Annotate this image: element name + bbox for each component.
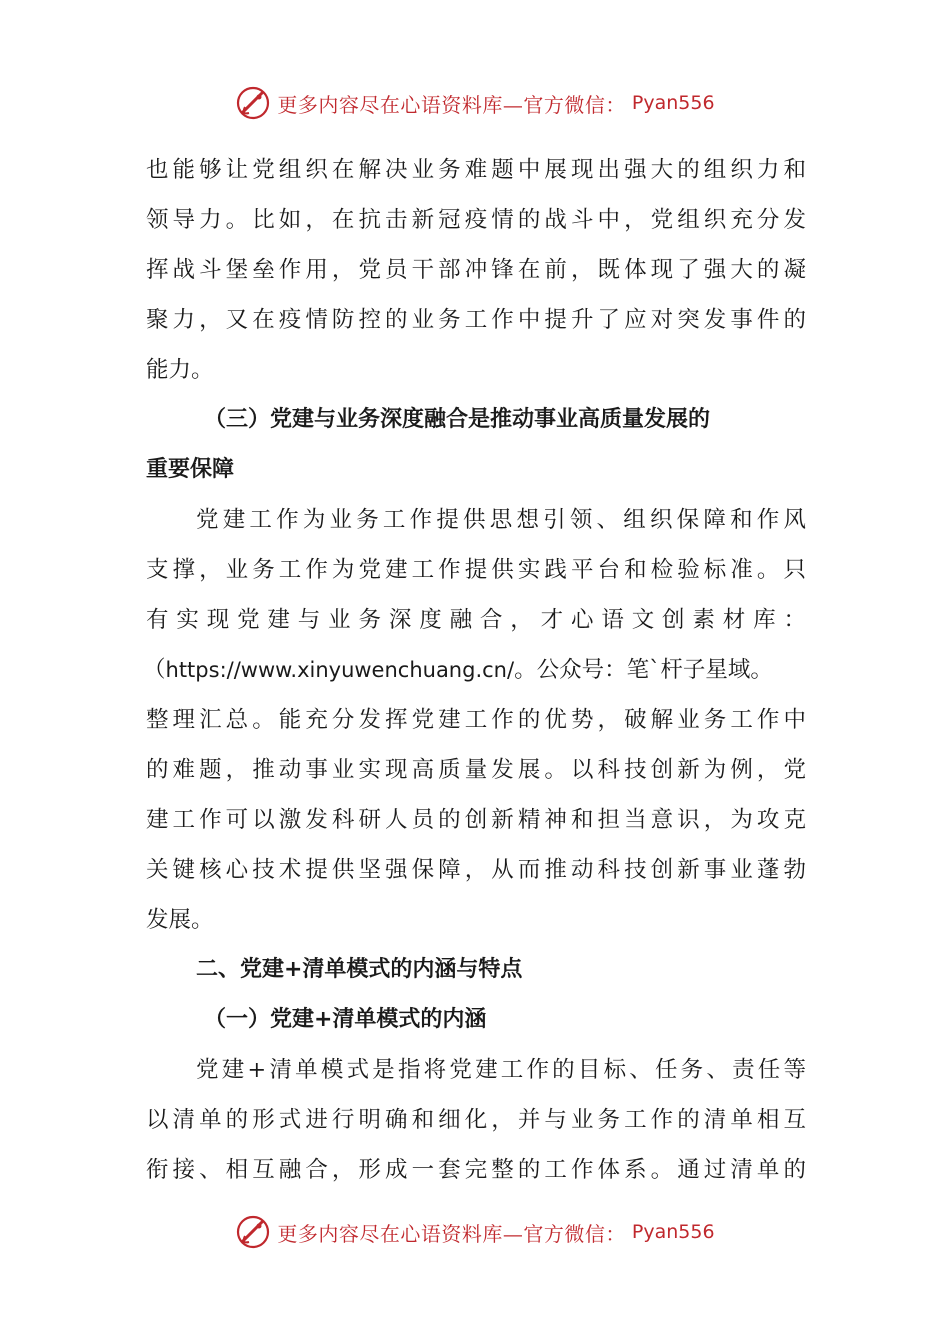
paragraph-line: 衔接、相互融合，形成一套完整的工作体系。通过清单的 bbox=[146, 1157, 806, 1183]
paragraph-line: 有实现党建与业务深度融合，才心语文创素材库： bbox=[146, 607, 806, 633]
banner-wechat-id: Pyan556 bbox=[631, 1221, 715, 1243]
paragraph-line: 支撑，业务工作为党建工作提供实践平台和检验标准。只 bbox=[146, 557, 806, 583]
paragraph-line: 聚力，又在疫情防控的业务工作中提升了应对突发事件的 bbox=[146, 307, 806, 333]
paragraph-line: 能力。 bbox=[146, 357, 214, 383]
paragraph-line: 以清单的形式进行明确和细化，并与业务工作的清单相互 bbox=[146, 1107, 806, 1133]
paragraph-line: 党建+清单模式是指将党建工作的目标、任务、责任等 bbox=[196, 1057, 806, 1083]
paragraph-line-with-url bbox=[143, 645, 806, 695]
header-banner bbox=[0, 83, 950, 123]
paragraph-line: 领导力。比如，在抗击新冠疫情的战斗中，党组织充分发 bbox=[146, 207, 806, 233]
website-url: https://www.xinyuwenchuang.cn/ bbox=[165, 658, 515, 682]
section-heading: （一）党建+清单模式的内涵 bbox=[204, 1007, 487, 1032]
banner-text: 更多内容尽在心语资料库—官方微信： bbox=[277, 1221, 626, 1246]
footer-banner bbox=[0, 1212, 950, 1252]
paragraph-line: 整理汇总。能充分发挥党建工作的优势，破解业务工作中 bbox=[146, 707, 806, 733]
paragraph-line: 的难题，推动事业实现高质量发展。以科技创新为例，党 bbox=[146, 757, 806, 783]
pen-logo-icon bbox=[235, 85, 271, 121]
paragraph-line: 挥战斗堡垒作用，党员干部冲锋在前，既体现了强大的凝 bbox=[146, 257, 806, 283]
paragraph-line: 建工作可以激发科研人员的创新精神和担当意识，为攻克 bbox=[146, 807, 806, 833]
document-body bbox=[143, 145, 806, 1195]
section-heading: （三）党建与业务深度融合是推动事业高质量发展的 bbox=[204, 407, 711, 432]
paragraph-line: 发展。 bbox=[146, 907, 214, 933]
banner-text: 更多内容尽在心语资料库—官方微信： bbox=[277, 92, 626, 117]
wechat-account-note: 。公众号：笔`杆子星域。 bbox=[514, 657, 773, 683]
open-paren: （ bbox=[143, 657, 166, 683]
paragraph-line: 关键核心技术提供坚强保障，从而推动科技创新事业蓬勃 bbox=[146, 857, 806, 883]
banner-wechat-id: Pyan556 bbox=[631, 92, 715, 114]
chapter-heading: 二、党建+清单模式的内涵与特点 bbox=[196, 957, 523, 982]
paragraph-line: 也能够让党组织在解决业务难题中展现出强大的组织力和 bbox=[146, 157, 806, 183]
section-heading: 重要保障 bbox=[146, 457, 235, 482]
pen-logo-icon bbox=[235, 1214, 271, 1250]
paragraph-line: 党建工作为业务工作提供思想引领、组织保障和作风 bbox=[196, 507, 806, 533]
